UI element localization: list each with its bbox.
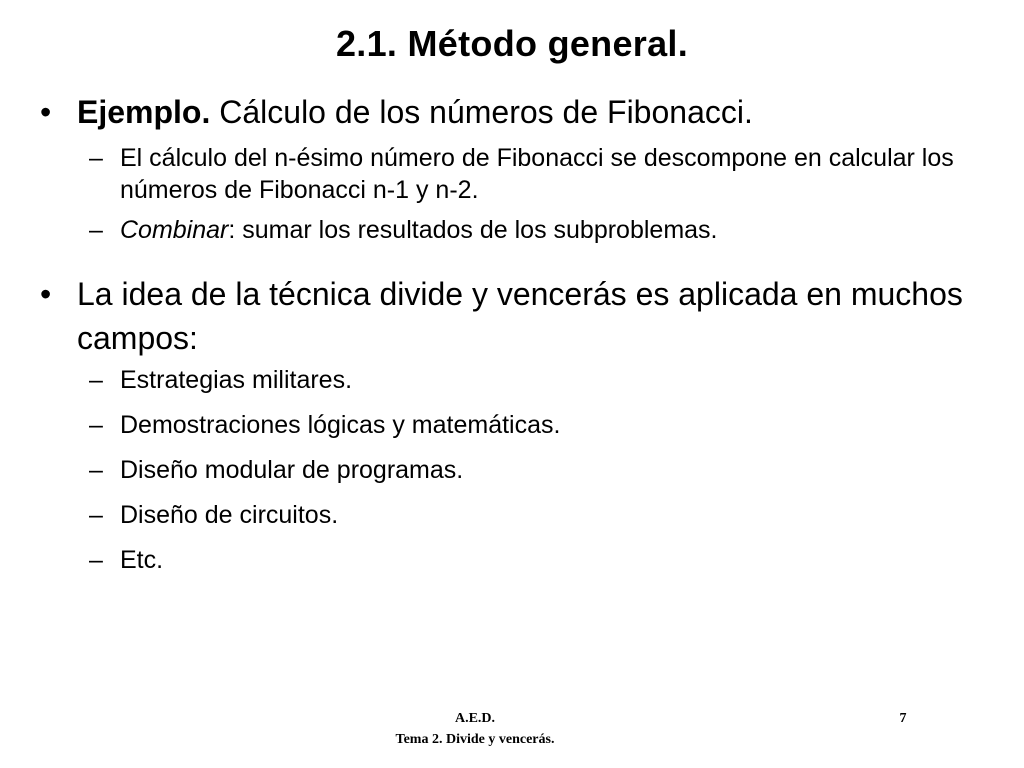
sub-bullet-italic-lead: Combinar: [120, 216, 229, 244]
slide-title: 2.1. Método general.: [335, 23, 689, 64]
bullet-text: Cálculo de los números de Fibonacci.: [210, 94, 753, 130]
bullet-marker: •: [40, 276, 52, 312]
footer-topic-label: Tema 2. Divide y vencerás.: [395, 732, 555, 747]
sub-bullet-item: [40, 409, 990, 441]
slide-footer: [0, 708, 950, 750]
slide-page-number: 7: [899, 711, 907, 726]
dash-marker: –: [89, 501, 103, 529]
dash-marker: –: [89, 144, 103, 172]
sub-bullet-item: [40, 214, 990, 246]
dash-marker: –: [89, 411, 103, 439]
sub-bullet-item: [40, 142, 990, 206]
sub-bullet-text: Diseño modular de programas.: [120, 456, 464, 484]
sub-bullet-text: Diseño de circuitos.: [120, 501, 339, 529]
dash-marker: –: [89, 366, 103, 394]
sub-bullet-item: [40, 364, 990, 396]
sub-bullet-text: Etc.: [120, 546, 164, 574]
bullet-marker: •: [40, 94, 52, 130]
bullet-text: La idea de la técnica divide y vencerás es aplicada en muchos campos:: [77, 276, 963, 356]
footer-course-label: A.E.D.: [454, 711, 496, 726]
bullet-bold-lead: Ejemplo.: [77, 94, 211, 130]
dash-marker: –: [89, 546, 103, 574]
slide-body: [40, 90, 990, 576]
dash-marker: –: [89, 216, 103, 244]
sub-bullet-item: [40, 454, 990, 486]
sub-bullet-item: [40, 544, 990, 576]
sub-bullet-text: : sumar los resultados de los subproblemas.: [228, 216, 718, 244]
sub-bullet-text: Demostraciones lógicas y matemáticas.: [120, 411, 561, 439]
sub-bullet-text: Estrategias militares.: [120, 366, 353, 394]
bullet-item-divide-y-venceras: [40, 272, 990, 360]
sub-bullet-item: [40, 499, 990, 531]
dash-marker: –: [89, 456, 103, 484]
bullet-item-ejemplo: [40, 90, 990, 134]
sub-bullet-text: El cálculo del n-ésimo número de Fibonacci se descompone en calcular los números de Fibonacci n-1 y n-2.: [120, 144, 954, 204]
